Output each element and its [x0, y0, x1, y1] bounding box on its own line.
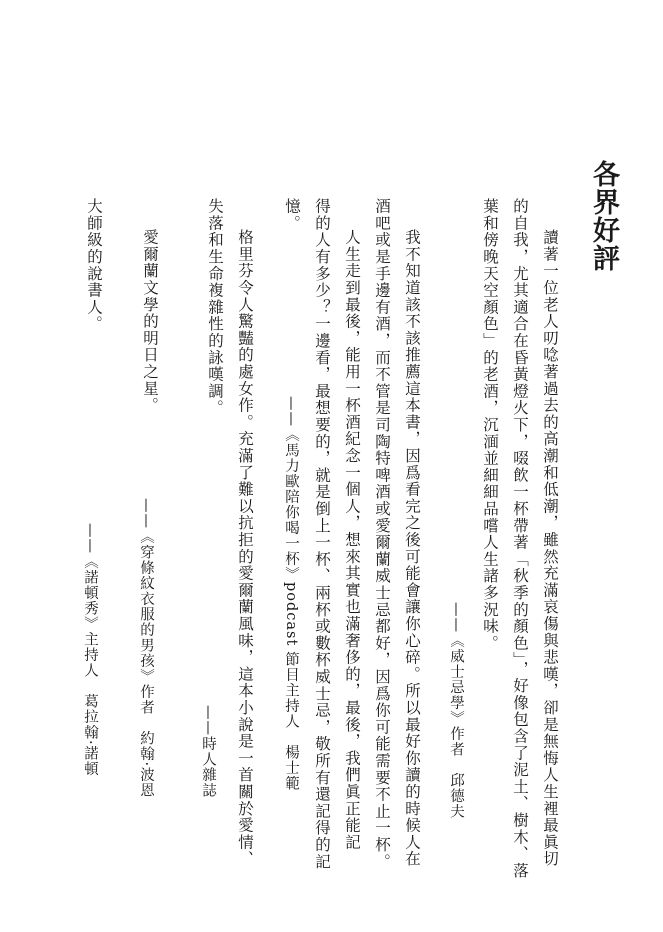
review-3-attribution: ——時人雜誌 [200, 705, 216, 798]
review-2-line-4: 得的人有多少？一邊看，最想要的，就是倒上一杯、兩杯或數杯威士忌，敬所有還記得的記 [313, 198, 331, 870]
review-1-line-1: 讀著一位老人叨唸著過去的高潮和低潮，雖然充滿哀傷與悲嘆，卻是無悔人生裡最眞切 [541, 229, 559, 868]
review-1-line-2: 的自我，尤其適合在昏黃燈火下，啜飲一杯帶著「秋季的顏色」，好像包含了泥土、樹木、落 [511, 198, 529, 880]
review-5-attribution: ——《諾頓秀》主持人 葛拉翰·諾頓 [82, 523, 98, 777]
review-4-attribution: ——《穿條紋衣服的男孩》作者 約翰·波恩 [138, 498, 154, 799]
review-1-line-3: 葉和傍晚天空顏色」的老酒，沉湎並細細品嚐人生諸多況味。 [481, 198, 499, 652]
review-2-line-2: 酒吧或是手邊有酒，而不管是司陶特啤酒或愛爾蘭威士忌都好，因爲你可能需要不止一杯。 [373, 198, 391, 870]
review-3-line-2: 失落和生命複雜性的詠嘆調。 [206, 198, 224, 417]
review-4-line-1: 愛爾蘭文學的明日之星。 [141, 229, 159, 414]
review-3-line-1: 格里芬令人驚豔的處女作。充滿了難以抗拒的愛爾蘭風味，這本小說是一首關於愛情、 [236, 229, 254, 868]
review-2-line-3: 人生走到最後，能用一杯酒紀念一個人，想來其實也滿奢侈的，最後，我們眞正能記 [343, 229, 361, 851]
review-2-line-1: 我不知道該不該推薦這本書，因爲看完之後可能會讓你心碎。所以最好你讀的時候人在 [403, 229, 421, 868]
review-5-line-1: 大師級的說書人。 [85, 198, 103, 333]
page-heading: 各界好評 [589, 160, 619, 272]
review-1-attribution: ——《威士忌學》作者 邱德夫 [448, 602, 464, 819]
review-2-line-5: 憶。 [283, 198, 301, 232]
review-2-attribution: ——《馬力歐陪你喝一杯》podcast 節目主持人 楊士範 [283, 396, 299, 792]
